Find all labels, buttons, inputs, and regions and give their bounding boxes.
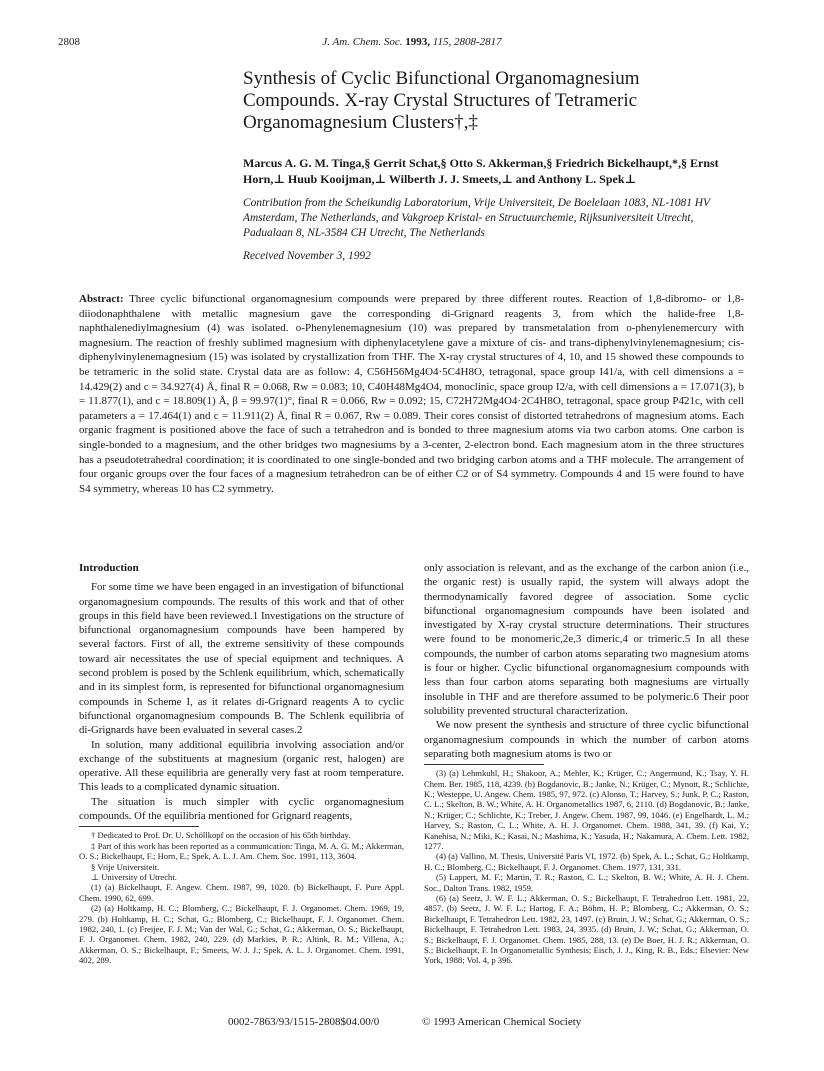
footer-copyright: © 1993 American Chemical Society (422, 1016, 582, 1028)
left-column (79, 561, 404, 966)
journal-year: 1993, (405, 36, 431, 48)
body-paragraph: only association is relevant, and as the exchange of the carbon anion (i.e., the organic rest) is usually rapid, the system will always adopt the thermodynamically favored degree of association. Some cyclic bifunctional organomagnesium compounds have been isolated and investigated by X-ray crystal structure determinations. Their structures were found to be monomeric,2e,3 dimeric,4 or trimeric.5 In all these compounds, the number of carbon atoms separating two magnesium atoms is four or higher. Cyclic bifunctional organomagnesium compounds with less than four carbon atoms separating both magnesiums are virtually insoluble in THF and are therefore assumed to be polymeric.6 Their poor solubility prevented structural characterization. (424, 562, 749, 717)
affiliation: Contribution from the Scheikundig Laboratorium, Vrije Universiteit, De Boelelaan 1083, NL-1081 HV Amsterdam, The Netherlands, and Vakgroep Kristal- en Structuurchemie, Rijksuniversiteit Utrecht, Padualaan 8, NL-3584 CH Utrecht, The Netherlands (243, 197, 710, 239)
journal-name: J. Am. Chem. Soc. (322, 36, 403, 48)
footnote: ⊥ University of Utrecht. (91, 871, 177, 882)
running-head (0, 36, 824, 48)
footnote: (4) (a) Vallino, M. Thesis, Université Paris VI, 1972. (b) Spek, A. L.; Schat, G.; Holtkamp, H. C.; Blomberg, C.; Bickelhaupt, F. J. Organomet. Chem. 1977, 131, 331. (424, 851, 749, 872)
abstract-label: Abstract: (79, 293, 124, 305)
body-paragraph: In solution, many additional equilibria involving association and/or exchange of the substituents at magnesium (organic rest, halogen) are operative. All these equilibria are generally very fast at room temperature. This leads to a complicated dynamic situation. (79, 738, 404, 794)
body-paragraph: For some time we have been engaged in an investigation of bifunctional organomagnesium compounds. The results of this work and that of other groups in this field have been reviewed.1 Investigations on the structure of bifunctional organomagnesium compounds have been hampered by several factors. First of all, the extreme sensitivity of these compounds toward air necessitates the use of special equipment and techniques. A second problem is posed by the Schlenk equilibrium, which, schematically and in its simplest form, is represented for bifunctional organomagnesium compounds in Scheme I, as it relates di-Grignard reagents A to cyclic bifunctional organomagnesium compounds B. The Schlenk equilibria of di-Grignards have been evaluated in several cases.2 (79, 581, 404, 737)
page-number: 2808 (58, 36, 80, 48)
footnote: † Dedicated to Prof. Dr. U. Schöllkopf on the occasion of his 65th birthday. (91, 830, 351, 841)
footnote-divider (424, 764, 544, 765)
footnote: (1) (a) Bickelhaupt, F. Angew. Chem. 1987, 99, 1020. (b) Bickelhaupt, F. Pure Appl. Chem. 1990, 62, 699. (79, 882, 404, 903)
body-paragraph: The situation is much simpler with cyclic organomagnesium compounds. Of the equilibria mentioned for Grignard reagents, (79, 795, 404, 823)
footnote-divider (79, 826, 199, 827)
footnote: (2) (a) Holtkamp, H. C.; Blomberg, C.; Bickelhaupt, F. J. Organomet. Chem. 1969, 19, 279. (b) Holtkamp, H. C.; Schat, G.; Blomberg, C.; Bickelhaupt, F. J. Organomet. Chem. 1982, 240, 1. (c) Freijee, F. J. M.; Van der Wal, G.; Schat, G.; Akkerman, O. S.; Bickelhaupt, F. J. Organomet. Chem. 1982, 240, 229. (d) Markies, P. R.; Altink, R. M.; Villena, A.; Akkerman, O. S.; Bickelhaupt, F.; Smeets, W. J. J.; Spek, A. L. J. Organomet. Chem. 1991, 402, 289. (79, 903, 404, 966)
footnote: (6) (a) Seetz, J. W. F. L.; Akkerman, O. S.; Bickelhaupt, F. Tetrahedron Lett. 1981, 22, 4857. (b) Seetz, J. W. F. L.; Hartog, F. A.; Böhm, H. P.; Blomberg, C.; Akkerman, O. S.; Bickelhaupt, F. Tetrahedron Lett. 1982, 23, 1497. (c) Bruin, J. W.; Schat, G.; Akkerman, O. S.; Bickelhaupt, F. Tetrahedron Lett. 1983, 24, 3935. (d) Bruin, J. W.; Schat, G.; Akkerman, O. S.; Bickelhaupt, F. J. Organomet. Chem. 1985, 288, 13. (e) De Boer, H. J. R.; Akkerman, O. S.; Bickelhaupt, F. In Organometallic Synthesis; Eisch, J. J., King, R. B., Eds.; Elsevier: New York, 1988; Vol. 4, p 396. (424, 893, 749, 966)
section-heading-introduction: Introduction (79, 562, 139, 574)
article-title: Synthesis of Cyclic Bifunctional Organomagnesium Compounds. X-ray Crystal Structures of Tetrameric Organomagnesium Clusters†,‡ (243, 68, 640, 133)
author-list: Marcus A. G. M. Tinga,§ Gerrit Schat,§ Otto S. Akkerman,§ Friedrich Bickelhaupt,*,§ Ernst Horn,⊥ Huub Kooijman,⊥ Wilberth J. J. Smeets,⊥ and Anthony L. Spek⊥ (243, 156, 719, 186)
journal-pages: 2808-2817 (453, 36, 502, 48)
footer-code: 0002-7863/93/1515-2808$04.00/0 (228, 1016, 380, 1028)
abstract (79, 292, 744, 496)
journal-volume: 115, (432, 36, 452, 48)
footnote: (5) Lappert, M. F.; Martin, T. R.; Raston, C. L.; Skelton, B. W.; White, A. H. J. Chem. Soc., Dalton Trans. 1982, 1959. (424, 872, 749, 893)
body-paragraph: We now present the synthesis and structure of three cyclic bifunctional organomagnesium compounds in which the number of carbon atoms separating both magnesium atoms is two or (424, 719, 749, 760)
footnote: § Vrije Universiteit. (91, 861, 160, 872)
footnote: ‡ Part of this work has been reported as a communication: Tinga, M. A. G. M.; Akkerman, O. S.; Bickelhaupt, F.; Horn, E.; Spek, A. L. J. Am. Chem. Soc. 1991, 113, 3604. (79, 840, 404, 862)
received-date: Received November 3, 1992 (243, 250, 371, 262)
abstract-text: Three cyclic bifunctional organomagnesium compounds were prepared by three different routes. Reaction of 1,8-dibromo- or 1,8-diiodonaphthalene with metallic magnesium gave the corresponding di-Grignard reagents 3, from which the halide-free 1,8-naphthalenediylmagnesium (4) was isolated. o-Phenylenemagnesium (10) was prepared by transmetalation from o-phenylenemercury with magnesium. The reaction of freshly sublimed magnesium with diphenylacetylene gave a mixture of cis- and trans-diphenylvinylenemagnesium; cis-diphenylvinylenemagnesium (15) was isolated by crystallization from THF. The X-ray crystal structures of 4, 10, and 15 showed these compounds to be tetrameric in the solid state. Crystal data are as follow: 4, C56H56Mg4O4·5C4H8O, tetragonal, space group I41/a, with cell dimensions a = 14.429(2) and c = 34.927(4) Å, final R = 0.068, Rw = 0.083; 10, C40H48Mg4O4, monoclinic, space group I2/a, with cell dimensions a = 17.071(3), b = 11.877(1), and c = 18.809(1) Å, β = 99.97(1)°, final R = 0.066, Rw = 0.092; 15, C72H72Mg4O4·2C4H8O, tetragonal, space group P4̄21c, with cell parameters a = 17.464(1) and c = 11.911(2) Å, final R = 0.067, Rw = 0.089. Their cores consist of distorted tetrahedrons of magnesium atoms. Each organic fragment is positioned above the face of such a tetrahedron and is bonded to three magnesium atoms via two carbon atoms. One carbon is single-bonded to a magnesium, and the other bridges two magnesiums by a 3-center, 2-electron bond. Each magnesium atom in the three structures has a pseudotetrahedral coordination; it is coordinated to one single-bonded and two bridging carbon atoms and a THF molecule. The arrangement of four organic groups over the four faces of a magnesium tetrahedron can be of either C2 or of S4 symmetry. Compounds 4 and 15 were found to have S4 symmetry, whereas 10 has C2 symmetry. (79, 293, 744, 495)
footnote: (3) (a) Lehmkuhl, H.; Shakoor, A.; Mehler, K.; Krüger, C.; Angermund, K.; Tsay, Y. H. Chem. Ber. 1985, 118, 4239. (b) Bogdanovic, B.; Janke, N.; Krüger, C.; Mynott, R.; Schlichte, K.; Westeppe, U. Angew. Chem. 1985, 97, 972. (c) Alonso, T.; Harvey, S.; Junk, P. C.; Raston, C. L.; Skelton, B. W.; White, A. H. Organometallics 1987, 6, 2110. (d) Bogdanovic, B.; Janke, N.; Krüger, C.; Schlichte, K.; Treber, J. Angew. Chem. 1987, 99, 1046. (e) Engelhardt, L. M.; Harvey, S.; Raston, C. L.; White, A. H. J. Organomet. Chem. 1988, 341, 39. (f) Kai, Y.; Kanehisa, N.; Miki, K.; Kasai, N.; Mashima, K.; Yasuda, H.; Nakamura, A. Chem. Lett. 1982, 1277. (424, 768, 749, 851)
right-column (424, 561, 749, 966)
